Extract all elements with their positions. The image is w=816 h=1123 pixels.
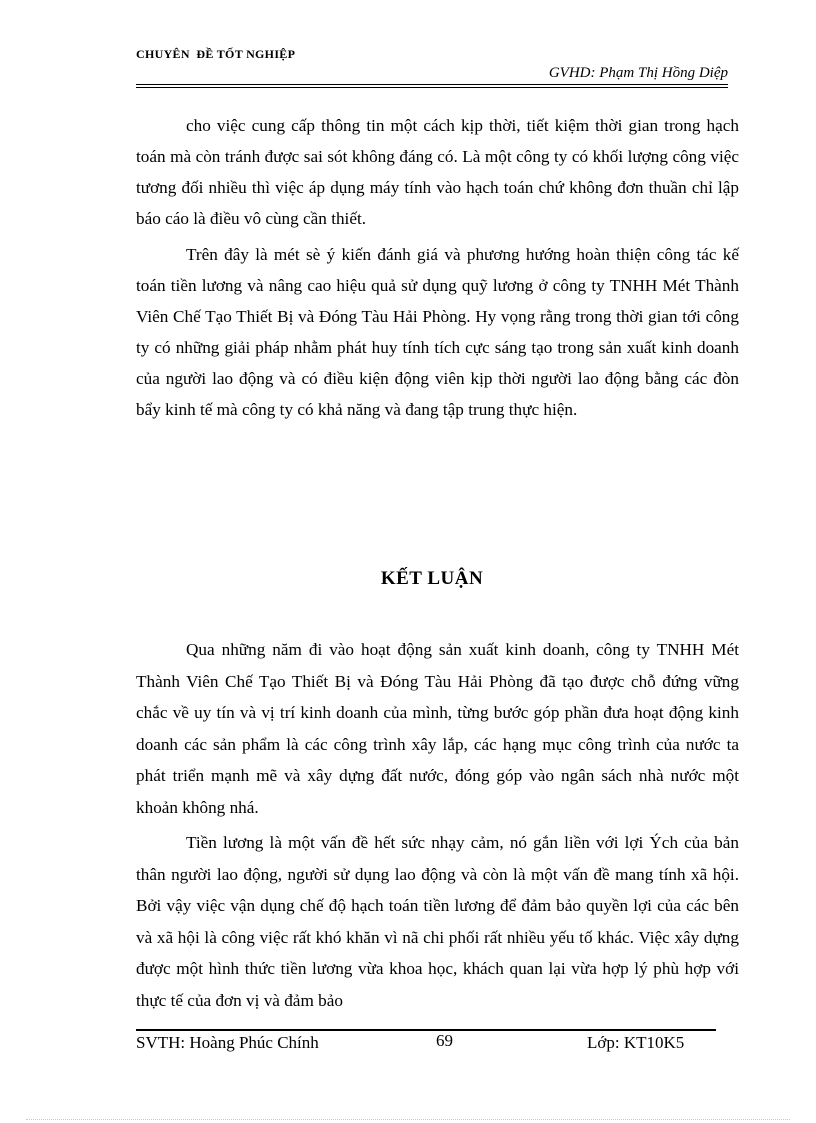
paragraph: cho việc cung cấp thông tin một cách kịp thời, tiết kiệm thời gian trong hạch toán mà còn tránh được sai sót không đáng có. Là một công ty có khối lượng công việc tương đối nhiều thì việc áp dụng máy tính vào hạch toán chứ không đơn thuần chỉ lập báo cáo là điều vô cùng cần thiết.	[136, 116, 739, 228]
paragraph: Tiền lương là một vấn đề hết sức nhạy cảm, nó gắn liền với lợi Ých của bản thân người lao động, người sử dụng lao động và còn là một vấn đề mang tính xã hội. Bởi vậy việc vận dụng chế độ hạch toán tiền lương để đảm bảo quyền lợi của các bên và xã hội là công việc rất khó khăn vì nã chi phối rất nhiều yếu tố khác. Việc xây dựng được một hình thức tiền lương vừa khoa học, khách quan lại vừa hợp lý phù hợp với thực tế của đơn vị và đảm bảo	[136, 833, 739, 1010]
header-rule	[136, 84, 728, 88]
footer-page-number: 69	[436, 1031, 453, 1050]
body-text-conclusion	[136, 634, 739, 1016]
section-title: KẾT LUẬN	[380, 568, 484, 589]
page-edge-divider	[26, 1119, 790, 1120]
header-right-supervisor: GVHD: Phạm Thị Hồng Diệp	[548, 65, 728, 81]
body-text-top	[136, 110, 739, 425]
paragraph: Qua những năm đi vào hoạt động sản xuất kinh doanh, công ty TNHH Mét Thành Viên Chế Tạo Thiết Bị và Đóng Tàu Hải Phòng đã tạo được chỗ đứng vững chắc về uy tín và vị trí kinh doanh của mình, từng bước góp phần đưa hoạt động kinh doanh các sản phẩm là các công trình xây lắp, các hạng mục công trình của nước ta phát triển mạnh mẽ và xây dựng đất nước, đóng góp vào ngân sách nhà nước một khoản không nhá.	[136, 640, 739, 817]
footer-rule	[136, 1029, 716, 1031]
header-left-title: CHUYÊN ĐỀ TỐT NGHIỆP	[136, 47, 296, 61]
paragraph: Trên đây là mét sè ý kiến đánh giá và phương hướng hoàn thiện công tác kế toán tiền lương và nâng cao hiệu quả sử dụng quỹ lương ở công ty TNHH Mét Thành Viên Chế Tạo Thiết Bị và Đóng Tàu Hải Phòng. Hy vọng rằng trong thời gian tới công ty có những giải pháp nhằm phát huy tính tích cực sáng tạo trong sản xuất kinh doanh của người lao động và có điều kiện động viên kịp thời người lao động bằng các đòn bẩy kinh tế mà công ty có khả năng và đang tập trung thực hiện.	[136, 245, 739, 419]
footer-student: SVTH: Hoàng Phúc Chính	[136, 1033, 319, 1052]
footer-class: Lớp: KT10K5	[587, 1033, 685, 1052]
